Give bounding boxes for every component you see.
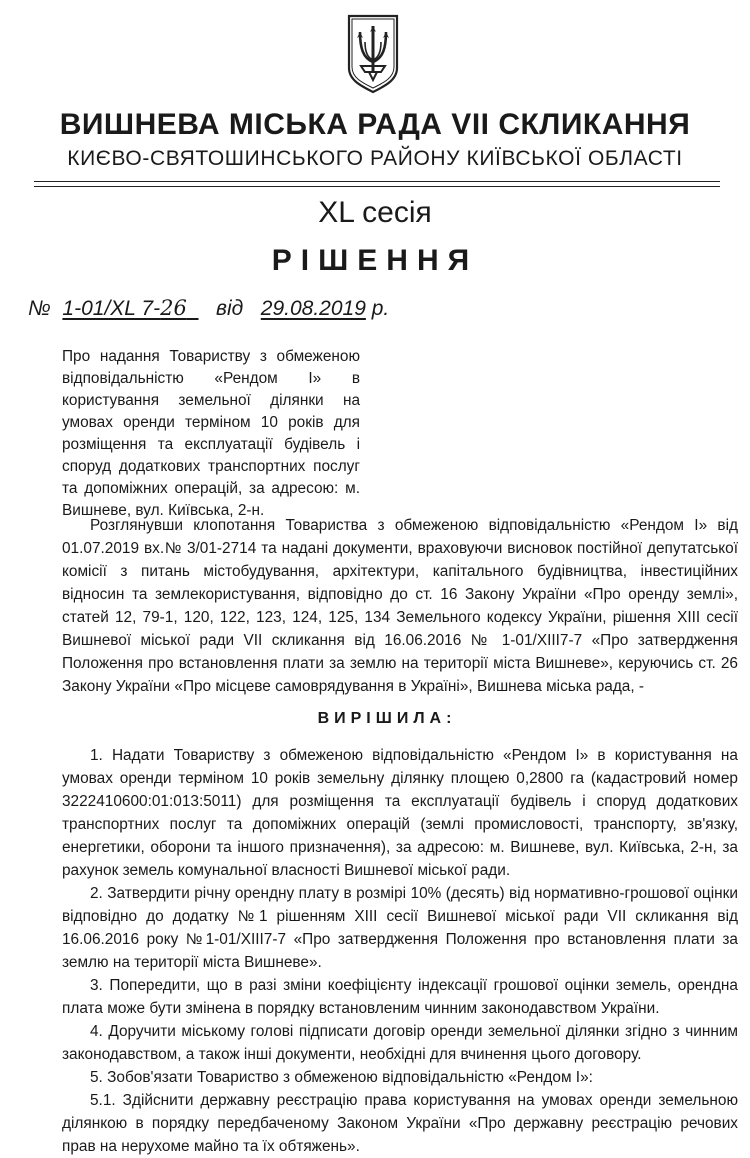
resolution-items [62, 744, 738, 1158]
resolution-item: 4. Доручити міському голові підписати договір оренди земельної ділянки згідно з чинним законодавством, а також інші документи, необхідні для вчинення цього договору. [62, 1023, 738, 1063]
resolution-item: 2. Затвердити річну орендну плату в розмірі 10% (десять) від нормативно-грошової оцінки відповідно до додатку №1 рішенням ХІІІ сесії Вишневої міської ради VII скликання від 16.06.2016 року №1-01/ХІІІ7-7 «Про затвердження Положення про встановлення плати за землю на території міста Вишневе». [62, 885, 738, 971]
resolution-item: 5. Зобов'язати Товариство з обмеженою відповідальністю «Рендом І»: [90, 1069, 593, 1086]
council-name: ВИШНЕВА МІСЬКА РАДА VII СКЛИКАННЯ [59, 108, 691, 141]
resolved-heading: ВИРІШИЛА: [317, 710, 457, 727]
resolution-item: 1. Надати Товариству з обмеженою відповідальністю «Рендом І» в користування на умовах оренди терміном 10 років земельну ділянку площею 0,2800 га (кадастровий номер 3222410600:01:013:5011) для розміщення та експлуатації будівель і споруд додаткових транспортних послуг та допоміжних операцій (землі промисловості, транспорту, зв'язку, енергетики, оборони та іншого призначення), за адресою: м. Вишневе, вул. Київська, 2-н, за рахунок земель комунальної власності Вишневої міської ради. [62, 747, 738, 879]
decision-number: 1-01/XL 7-26 [62, 296, 187, 320]
preamble [62, 514, 738, 698]
header-divider [34, 181, 720, 182]
header-divider-thin [34, 186, 720, 187]
decision-number-line [28, 296, 389, 321]
resolution-item: 5.1. Здійснити державну реєстрацію права користування на умовах оренди земельною ділянкою в порядку передбаченому Законом України «Про державну реєстрацію речових прав на нерухоме майно та їх обтяжень». [62, 1092, 738, 1155]
resolution-item: 3. Попередити, що в разі зміни коефіцієнту індексації грошової оцінки земель, орендна плата може бути змінена в порядку встановленим чинним законодавством України. [62, 977, 738, 1017]
decision-subject: Про надання Товариству з обмеженою відповідальністю «Рендом І» в користування земельної ділянки на умовах оренди терміном 10 років для розміщення та експлуатації будівель і споруд додаткових транспортних послуг та допоміжних операцій, за адресою: м. Вишневе, вул. Київська, 2-н. [62, 348, 360, 519]
decision-date: 29.08.2019 [260, 297, 366, 320]
session-title: XL сесія [318, 196, 432, 229]
district-name: КИЄВО-СВЯТОШИНСЬКОГО РАЙОНУ КИЇВСЬКОЇ ОБЛАСТІ [67, 147, 683, 170]
trident-coat-of-arms-icon [343, 12, 403, 94]
document-type-title: РІШЕННЯ [271, 244, 479, 277]
handwritten-number: 26 [160, 296, 187, 320]
date-suffix: р. [371, 297, 390, 320]
number-label: № [28, 297, 51, 320]
date-label: від [216, 297, 244, 320]
preamble-text: Розглянувши клопотання Товариства з обмеженою відповідальністю «Рендом І» від 01.07.2019 вх.№ 3/01-2714 та надані документи, враховуючи висновок постійної депутатської комісії з питань містобудування, архітектури, капітального будівництва, інвестиційних відносин та землекористування, відповідно до ст. 16 Закону України «Про оренду землі», статей 12, 79-1, 120, 122, 123, 124, 125, 134 Земельного кодексу України, рішення ХІІІ сесії Вишневої міської ради VII скликання від 16.06.2016 № 1-01/ХІІІ7-7 «Про затвердження Положення про встановлення плати за землю на території міста Вишневе», керуючись ст. 26 Закону України «Про місцеве самоврядування в Україні», Вишнева міська рада, - [62, 517, 738, 695]
